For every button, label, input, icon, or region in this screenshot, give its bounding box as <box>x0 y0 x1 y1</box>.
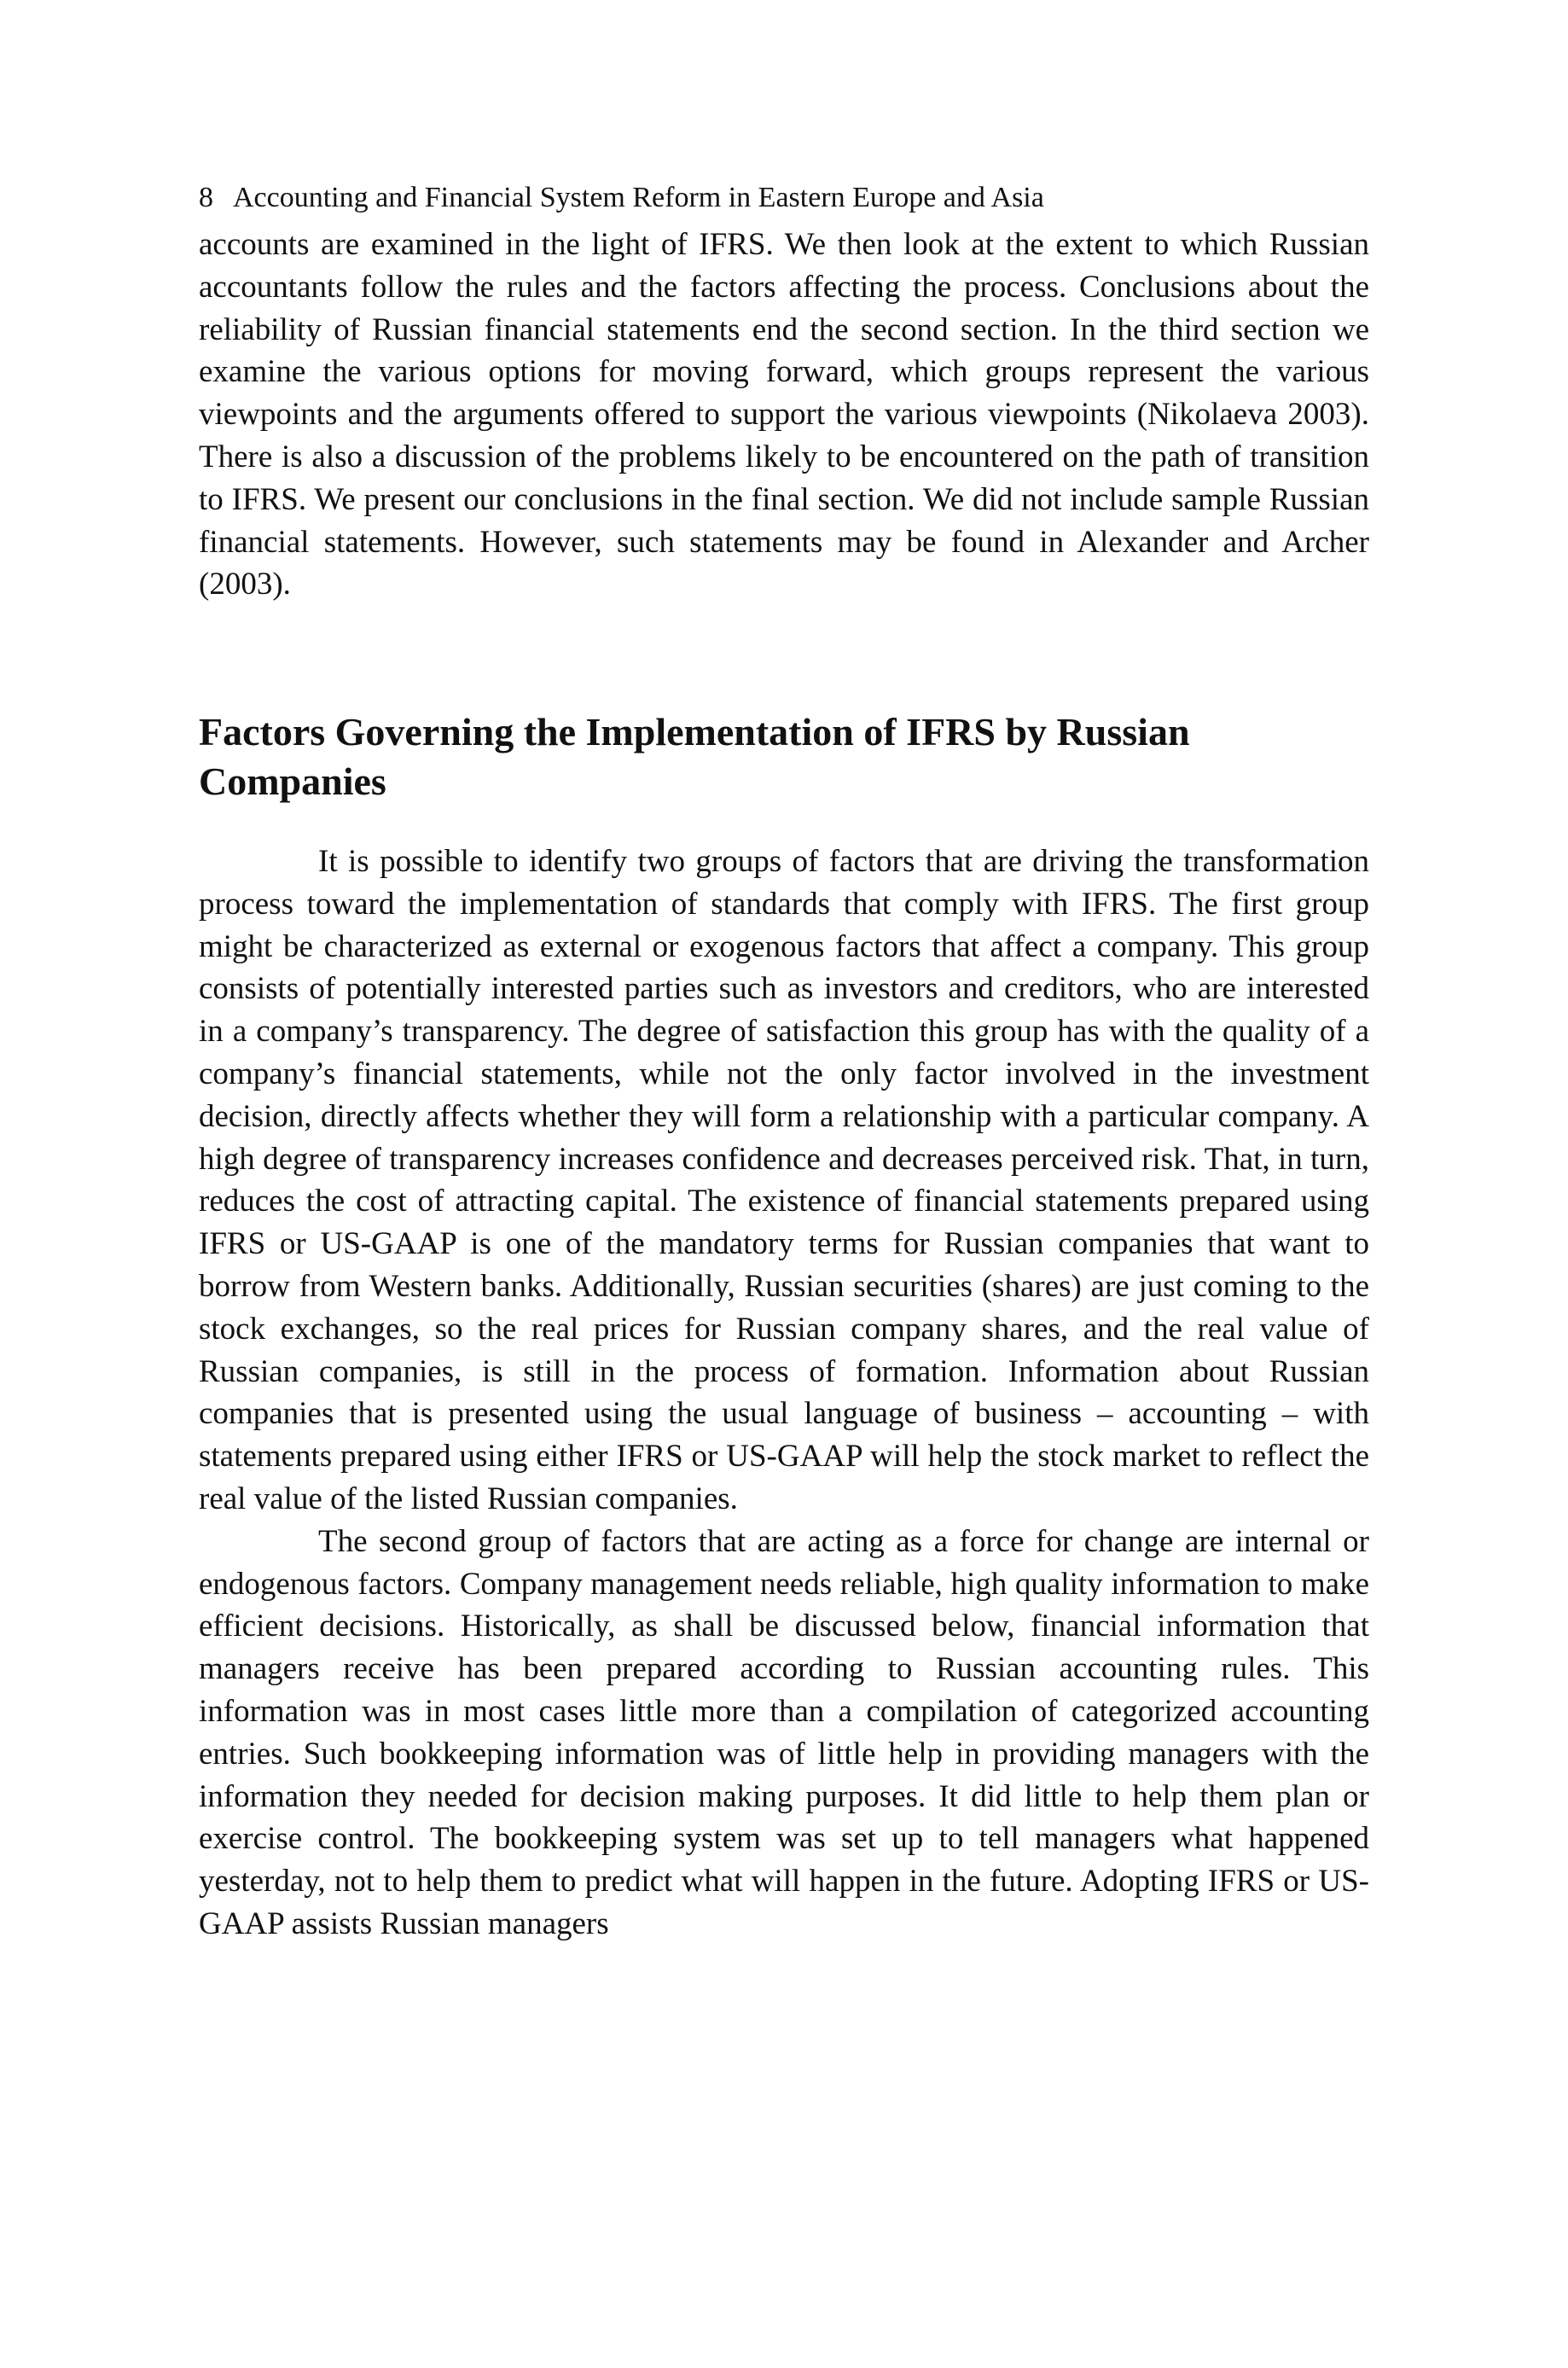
intro-paragraph: accounts are examined in the light of IFRS. We then look at the extent to which Russian accountants follow the rules and the factors affecting the process. Conclusions about the reliability of Russian financial statements end the second section. In the third section we examine the various options for moving forward, which groups represent the various viewpoints and the arguments offered to support the various viewpoints (Nikolaeva 2003). There is also a discussion of the problems likely to be encountered on the path of transition to IFRS. We present our conclusions in the final section. We did not include sample Russian financial statements. However, such statements may be found in Alexander and Archer (2003). <box>199 227 1369 602</box>
intro-text <box>199 224 1369 606</box>
body-paragraph-2: The second group of factors that are acting as a force for change are internal or endogenous factors. Company management needs reliable, high quality information to make efficient decisions. Historically, as shall be discussed below, financial information that managers receive has been prepared according to Russian accounting rules. This information was in most cases little more than a compilation of categorized accounting entries. Such bookkeeping information was of little help in providing managers with the information they needed for decision making purposes. It did little to help them plan or exercise control. The bookkeeping system was set up to tell managers what happened yesterday, not to help them to predict what will happen in the future. Adopting IFRS or US-GAAP assists Russian managers <box>199 1523 1369 1941</box>
running-header <box>199 177 1044 218</box>
section-body <box>199 841 1369 1946</box>
page-number: 8 <box>199 182 213 213</box>
section-heading: Factors Governing the Implementation of IFRS by Russian Companies <box>199 710 1190 803</box>
book-title: Accounting and Financial System Reform in Eastern Europe and Asia <box>233 182 1044 213</box>
body-paragraph-1: It is possible to identify two groups of factors that are driving the transformation process toward the implementation of standards that comply with IFRS. The first group might be characterized as external or exogenous factors that affect a company. This group consists of potentially interested parties such as investors and creditors, who are interested in a company’s transparency. The degree of satisfaction this group has with the quality of a company’s financial statements, while not the only factor involved in the investment decision, directly affects whether they will form a relationship with a particular company. A high degree of transparency increases confidence and decreases perceived risk. That, in turn, reduces the cost of attracting capital. The existence of financial statements prepared using IFRS or US-GAAP is one of the mandatory terms for Russian companies that want to borrow from Western banks. Additionally, Russian securities (shares) are just coming to the stock exchanges, so the real prices for Russian company shares, and the real value of Russian companies, is still in the process of formation. Information about Russian companies that is presented using the usual language of business – accounting – with statements prepared using either IFRS or US-GAAP will help the stock market to reflect the real value of the listed Russian companies. <box>199 844 1369 1516</box>
